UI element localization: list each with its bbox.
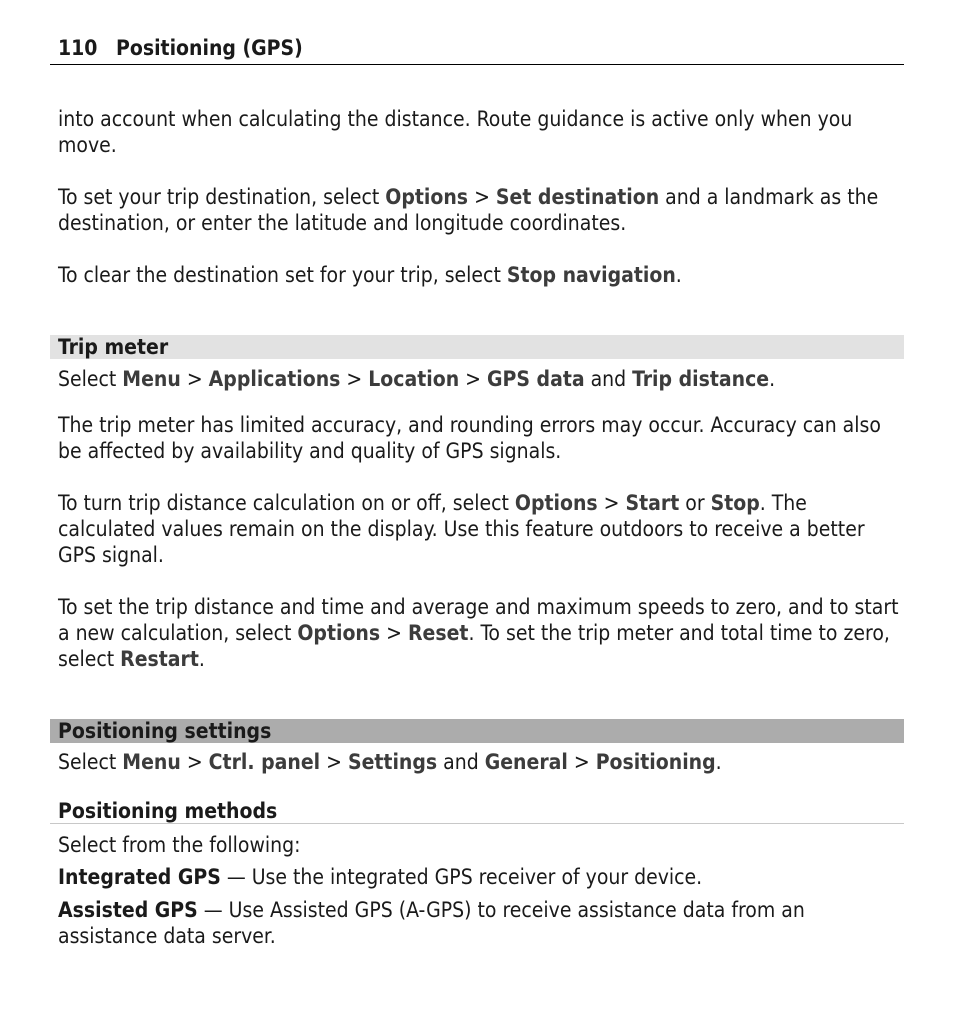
menu-option-options: Options [385, 185, 469, 209]
trip-meter-paragraph-2: To turn trip distance calculation on or off, select Options > Start or Stop. The calculated values remain on the display. Use this feature outdoors to receive a better GPS signal. [58, 491, 865, 567]
menu-option-reset: Reset [407, 621, 469, 645]
menu-option-set-destination: Set destination [495, 185, 660, 209]
menu-option-general: General [484, 750, 568, 774]
menu-option-applications: Applications [208, 367, 341, 391]
method-term: Integrated GPS [58, 865, 221, 889]
method-description: — Use Assisted GPS (A-GPS) to receive assistance data from an assistance data server. [58, 898, 805, 948]
menu-option-restart: Restart [120, 647, 199, 671]
menu-option-start: Start [625, 491, 680, 515]
menu-option-stop-navigation: Stop navigation [506, 263, 676, 287]
method-item-assisted-gps [58, 897, 904, 949]
menu-option-trip-distance: Trip distance [632, 367, 770, 391]
method-item-integrated-gps [58, 864, 904, 890]
section-heading-positioning-settings: Positioning settings [50, 719, 904, 743]
menu-option-settings: Settings [347, 750, 438, 774]
intro-paragraph-3: To clear the destination set for your trip, select Stop navigation. [58, 263, 682, 287]
chapter-title: Positioning (GPS) [116, 36, 303, 60]
menu-option-menu: Menu [122, 750, 181, 774]
menu-option-positioning: Positioning [595, 750, 716, 774]
menu-option-options: Options [297, 621, 381, 645]
positioning-methods-intro: Select from the following: [58, 833, 301, 857]
trip-meter-paragraph-3: To set the trip distance and time and average and maximum speeds to zero, and to start a new calculation, select Options > Reset. To set the trip meter and total time to zero, select Restart. [58, 595, 899, 671]
intro-paragraph-1: into account when calculating the distance. Route guidance is active only when you move. [58, 107, 853, 157]
page-number: 110 [58, 36, 98, 60]
intro-paragraph-2: To set your trip destination, select Options > Set destination and a landmark as the destination, or enter the latitude and longitude coordinates. [58, 185, 879, 235]
menu-option-menu: Menu [122, 367, 181, 391]
trip-meter-path: Select Menu > Applications > Location > GPS data and Trip distance. [58, 367, 776, 391]
positioning-settings-path: Select Menu > Ctrl. panel > Settings and General > Positioning. [58, 750, 722, 774]
method-term: Assisted GPS [58, 898, 198, 922]
section-heading-trip-meter: Trip meter [50, 335, 904, 359]
subheading-positioning-methods: Positioning methods [50, 799, 904, 824]
menu-option-options: Options [514, 491, 598, 515]
method-description: — Use the integrated GPS receiver of your device. [220, 865, 703, 889]
page-header [50, 36, 904, 65]
trip-meter-paragraph-1: The trip meter has limited accuracy, and rounding errors may occur. Accuracy can also be affected by availability and quality of GPS signals. [58, 413, 881, 463]
menu-option-ctrl-panel: Ctrl. panel [208, 750, 321, 774]
menu-option-gps-data: GPS data [487, 367, 585, 391]
menu-option-stop: Stop [710, 491, 760, 515]
menu-option-location: Location [368, 367, 460, 391]
